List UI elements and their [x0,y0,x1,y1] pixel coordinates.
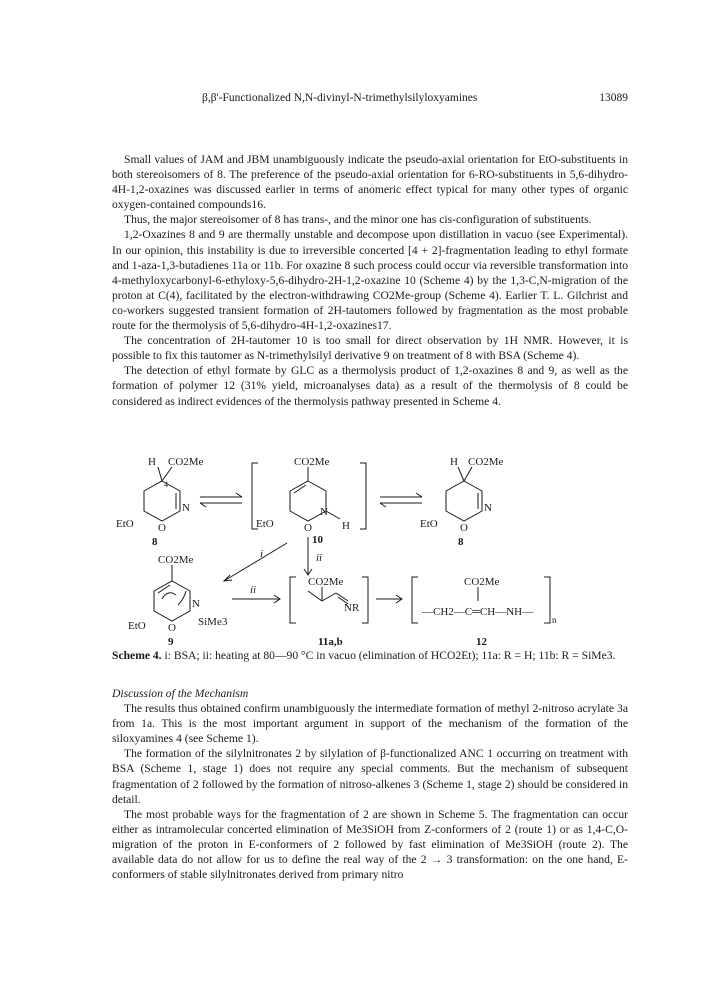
paragraph: Small values of JAM and JBM unambiguously indicate the pseudo-axial orientation for EtO-substituents in both stereoisomers of 8. The preference of the pseudo-axial orientation for 6-RO-substituents in 5,6-dihydro-4H-1,2-oxazines was discussed earlier in terms of anomeric effect typical for many other types of organic oxygen-contained compounds16. [112,153,628,212]
label-h: H [148,456,156,468]
label-h: H [342,520,350,532]
label-co2me: CO2Me [468,456,504,468]
label-nr: NR [344,602,360,614]
label-n: N [192,598,200,610]
label-n: N [484,502,492,514]
label-eto: EtO [420,518,438,530]
label-h: H [450,456,458,468]
section-title: Discussion of the Mechanism [112,687,249,700]
paragraph: The detection of ethyl formate by GLC as a thermolysis product of 1,2-oxazines 8 and 9, as well as the formation of polymer 12 (31% yield, microanalyses data) as a result of the thermolysis of 8 could be considered as indirect evidences of the thermolysis pathway presented in Scheme 4. [112,364,628,408]
text-block-top [112,152,628,409]
label-co2me: CO2Me [158,554,194,566]
reagent-i-label: i [260,548,264,560]
label-eto: EtO [128,620,146,632]
running-title: β,β'-Functionalized N,N-divinyl-N-trimethylsilyloxyamines [202,92,478,104]
paragraph: The most probable ways for the fragmentation of 2 are shown in Scheme 5. The fragmentation can occur either as intramolecular concerted elimination of Me3SiOH from Z-conformers of 2 (route 1) or as 1,4-C,O-migration of the proton in E-conformers of 2 followed by fast elimination of Me3SiOH (route 2). The available data do not allow for us to define the real way of the 2 → 3 transformation: on the one hand, E-conformers of stable silylnitronates derived from primary nitro [112,807,628,882]
page-number: 13089 [599,92,628,104]
label-co2me: CO2Me [464,576,500,588]
label-o: O [168,622,176,634]
text-block-bottom [112,686,628,882]
label-o: O [304,522,312,534]
paragraph: Thus, the major stereoisomer of 8 has trans-, and the minor one has cis-configuration of substituents. [124,213,592,227]
paragraph: The results thus obtained confirm unambiguously the intermediate formation of methyl 2-nitroso acrylate 3a from 1a. This is the most important argument in support of the mechanism of the formation of the siloxyamines 4 (see Scheme 1). [112,702,628,746]
reagent-ii-label: ii [316,552,323,564]
label-n: N [182,502,190,514]
polymer-subscript: n [552,615,557,625]
label-c4: 4 [164,480,168,489]
compound-8-label: 8 [152,536,158,548]
polymer-repeat-unit: —CH2—C═CH—NH— [422,606,534,618]
paragraph: 1,2-Oxazines 8 and 9 are thermally unstable and decompose upon distillation in vacuo (see Experimental). In our opinion, this instability is due to irreversible concerted [4 + 2]-fragmentation leading to ethyl formate and 1-aza-1,3-butadienes 11a or 11b. For oxazine 8 such process could occur via reversible transformation into 4-methyloxycarbonyl-6-ethyloxy-5,6-dihydro-2H-1,2-oxazine 10 (Scheme 4) by the 1,3-C,N-migration of the proton at C(4), facilitated by the electron-withdrawing CO2Me-group (Scheme 4). Earlier T. L. Gilchrist and co-workers suggested transient formation of 2H-tautomers followed by fragmentation as the most probable route for the thermolysis of 5,6-dihydro-4H-1,2-oxazines17. [112,228,628,333]
paragraph: The formation of the silylnitronates 2 by silylation of β-functionalized ANC 1 occurring on treatment with BSA (Scheme 1, stage 1) does not require any special comments. But the mechanism of subsequent fragmentation of 2 followed by the formation of nitroso-alkenes 3 (Scheme 1, stage 2) should be considered in detail. [112,747,628,806]
label-o: O [460,522,468,534]
compound-9-label: 9 [168,636,174,648]
scheme-4-drawing [112,453,628,648]
caption-text: i: BSA; ii: heating at 80—90 °C in vacuo (elimination of HCO2Et); 11a: R = H; 11b: R = SiMe3. [161,649,616,662]
compound-12-label: 12 [476,636,487,648]
label-co2me: CO2Me [308,576,344,588]
label-sime3: SiMe3 [198,616,228,628]
label-co2me: CO2Me [294,456,330,468]
label-eto: EtO [256,518,274,530]
label-co2me: CO2Me [168,456,204,468]
scheme-caption [112,648,628,663]
compound-8-label: 8 [458,536,464,548]
reagent-ii-label: ii [250,584,257,596]
label-n: N [320,506,328,518]
label-o: O [158,522,166,534]
compound-11-label: 11a,b [318,636,343,648]
scheme-4-figure [112,453,628,648]
label-eto: EtO [116,518,134,530]
paragraph: The concentration of 2H-tautomer 10 is too small for direct observation by 1H NMR. However, it is possible to fix this tautomer as N-trimethylsilyl derivative 9 on treatment of 8 with BSA (Scheme 4). [112,334,628,363]
caption-label: Scheme 4. [112,649,162,662]
compound-10-label: 10 [312,534,323,546]
